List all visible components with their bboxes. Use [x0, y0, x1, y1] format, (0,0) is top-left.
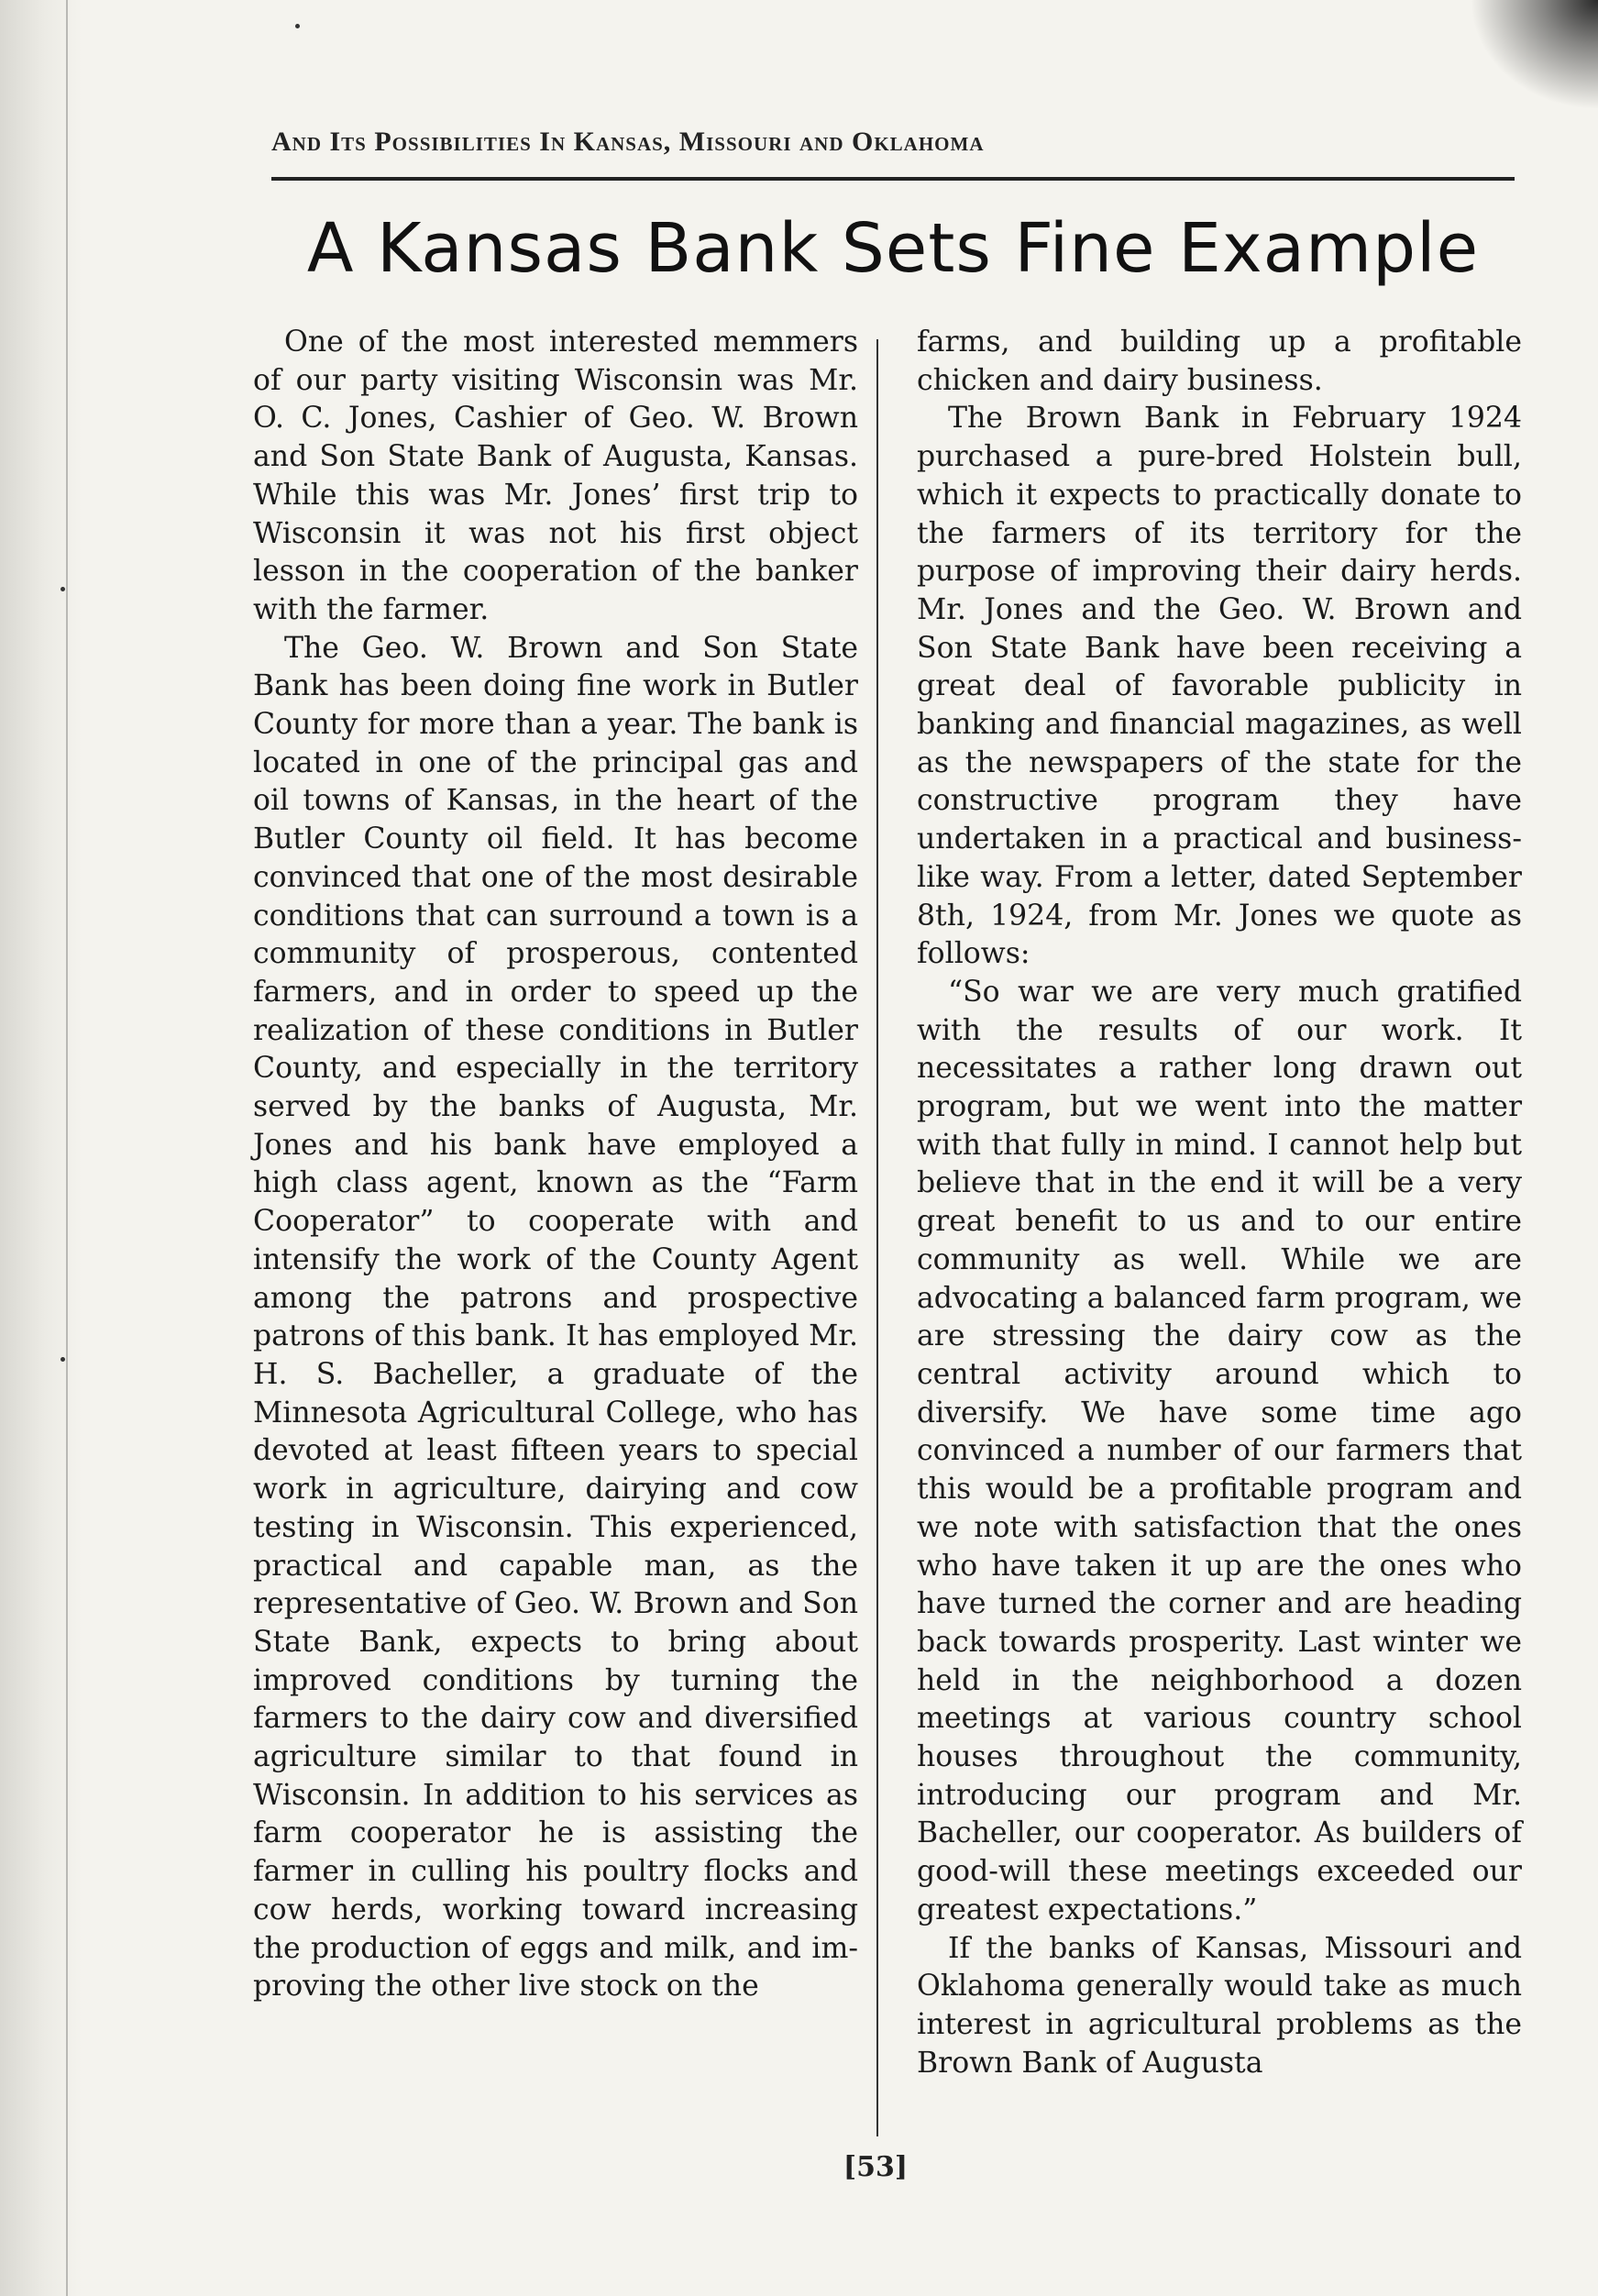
page-number: [53] — [843, 2151, 909, 2183]
print-speck — [295, 24, 300, 28]
print-speck — [61, 587, 65, 591]
paragraph: If the banks of Kansas, Missouri and Oklahoma generally would take as much interest in agricultural problems as the Brown Bank of Augusta — [917, 1931, 1522, 2080]
paragraph: farms, and building up a profitable chicken and dairy business. — [917, 326, 1522, 397]
paragraph: One of the most interested memmers of our party visiting Wisconsin was Mr. O. C. Jones, Cashier of Geo. W. Brown and Son State Bank of Augusta, Kansas. While this was Mr. Jones’ first trip to Wisconsin it was not his first object lesson in the cooperation of the banker with the farmer. — [253, 326, 858, 626]
binding-edge-line — [66, 0, 68, 2296]
page-binding-shadow — [0, 0, 83, 2296]
page-corner-shadow — [1470, 0, 1598, 110]
article-title: A Kansas Bank Sets Fine Example — [306, 209, 1480, 288]
header-rule — [271, 177, 1515, 181]
print-speck — [61, 1357, 65, 1362]
paragraph: The Geo. W. Brown and Son State Bank has been doing fine work in Butler County for more than a year. The bank is located in one of the principal gas and oil towns of Kansas, in the heart of the Butler County oil field. It has become convinced that one of the most desirable conditions that can surround a town is a community of prosperous, contented farmers, and in order to speed up the realization of these conditions in Butler County, and especially in the territory served by the banks of Augusta, Mr. Jones and his bank have employed a high class agent, known as the “Farm Cooperator” to cooperate with and intensify the work of the County Agent among the patrons and prospective patrons of this bank. It has employed Mr. H. S. Bacheller, a graduate of the Minnesota Agricultural College, who has devoted at least fifteen years to special work in agriculture, dairying and cow testing in Wisconsin. This experienced, practical and capable man, as the representative of Geo. W. Brown and Son State Bank, expects to bring about improved conditions by turning the farmers to the dairy cow and diversified agriculture similar to that found in Wisconsin. In addition to his services as farm cooperator he is assisting the farmer in culling his poultry flocks and cow herds, working toward increasing the production of eggs and milk, and improving the other live stock on the — [253, 631, 858, 2003]
left-column — [253, 324, 858, 2006]
right-column — [917, 324, 1522, 2082]
running-head: And Its Possibilities In Kansas, Missouri and Oklahoma — [271, 127, 985, 157]
paragraph: The Brown Bank in February 1924 purchased a pure-bred Holstein bull, which it expects to practically donate to the farmers of its territory for the purpose of improving their dairy herds. Mr. Jones and the Geo. W. Brown and Son State Bank have been receiving a great deal of favorable publicity in banking and financial magazines, as well as the newspapers of the state for the constructive program they have undertaken in a practical and business-like way. From a letter, dated September 8th, 1924, from Mr. Jones we quote as follows: — [917, 402, 1522, 971]
paragraph: “So war we are very much gratified with the results of our work. It necessitates a rather long drawn out program, but we went into the matter with that fully in mind. I cannot help but believe that in the end it will be a very great benefit to us and to our entire community as well. While we are advocating a balanced farm program, we are stressing the dairy cow as the central activity around which to diversify. We have some time ago convinced a number of our farmers that this would be a profitable program and we note with satisfaction that the ones who have taken it up are the ones who have turned the corner and are heading back towards prosperity. Last winter we held in the neighborhood a dozen meetings at various country school houses throughout the community, introducing our program and Mr. Bacheller, our cooperator. As builders of good-will these meetings exceeded our greatest expectations.” — [917, 975, 1522, 1926]
column-divider — [876, 339, 878, 2136]
